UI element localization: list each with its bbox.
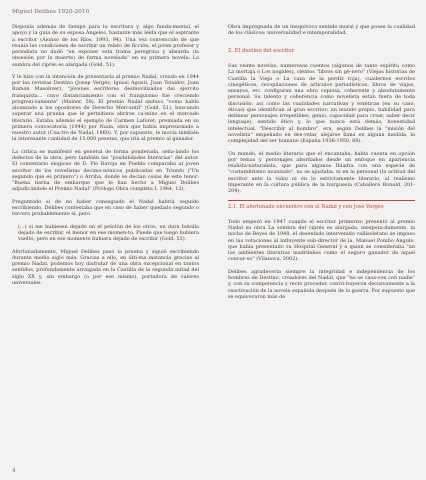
running-head: Miguel Delibes 1920-2010: [12, 9, 90, 15]
paragraph: Todo empezó en 1947 cuando el escritor primerizo presentó al premio Nadal su obra La sombra del ciprés es alargada, inespera-damente, la noche de Reyes de 1948, el desenfado intervenido vallisoletano se impuso en las votaciones al influyente sub-director de la, Manuel Pombo Angulo, que había presentado su Hospital General y a quien se consideraba "un los ambientes literarios madrileños como el seguro ganador de aquel concur-so" (Vilanova, 2002).: [228, 218, 415, 263]
paragraph: Disponía además de tiempo para lo escritura y, algo funda-mental, el apoyo y la guía de su esposa Ángeles, bastante más leída que el aspirante a escritor (Alonso de los Ríos, 1993, 94). Una vez convencido de que reunía las condiciones de escribir un relato de ficción, el joven profesor y periodista no dudó "en exponer esta trama peregrina y absurda (la obsesión por la muerte) de forma novelada" en su primera novela: La sombra del ciprés es alargada (Gold, 51).: [12, 24, 199, 68]
section-heading: 2. El destino del escritor: [228, 47, 295, 54]
block-quote: (...) si me hubiesen dejado en el pelotón de los otros, en dura batalla dejado de escribir, el menor en ese momen-to. Puede que luego hubiera vuelto, pero en ese momento hubiera dejado de escribir (Gold, 53).: [18, 223, 199, 243]
left-column: [12, 24, 199, 292]
paragraph: Y le hizo con la intención de presentarla al premio Nadal, creado en 1944 por las revistas Destino (Josep Vergés, Ignasi Agustí, Juan Teixidor, Juan Ramón Masoliver), "jóvenes escritores desmovilizados del ejército franquista… cuyo distanciamiento con el franquismo fue creciendo progresi-vamente" (Mainer, 58). El premio Nadal anduvo "como habla alcanzado a los opositores de Derecho Mercantil" (Gold, 51), buscando superar una prueba que le permitiera abrirse ca-mino en el mercado literario. Estaba además el ejemplo de Carmen Laforet, premiada en su primera convocatoria (1944) por Nada, obra que había impresionado a nuestro autor (Cua-tro de Nadal, 1960). Y, por supuesto, le movía también la interesante cantidad de 15.000 pesetas, que iría al premio al ganador.: [12, 73, 199, 143]
paragraph: Preguntado si de no haber conseguido el Nadal habría seguido escribiendo, Delibes contestaba que en caso de haber quedado segundo o tercero probablemente sí, pero: [12, 198, 199, 218]
paragraph: Un mundo, el medio literario que el encantaba, habla cuenta en opción por temas y personajes abordados desde un enfoque en apariencia realista-naturalista, que para algunos Íbladra con una especie de "costumbrismo avanzado", no se ajustaba, ni en la personal (la actitud del escritor ante la vida) ni en lo estrictamente literario, al realismo imperante en la cultura pública de la burguesía (Caballero Bonald, 201-204).: [228, 150, 415, 195]
paragraph: Afortunadamente, Miguel Delibes pasó la prueba y siguió escribiendo durante medio siglo más. Gracias a ello, en últi-ma instancia gracias al premio Nadal, podemos hoy disfrutar de una obra excepcional en tantos sentidos, profundamente arraigada en la Castilla de la segunda mitad del siglo XX y, sin embargo (o por ese mismo), portadora de valores universales.: [12, 248, 199, 286]
right-column: [228, 24, 415, 306]
page-number: 4: [12, 468, 16, 474]
paragraph: La crítica se manifestó en general de forma ponderada, seña-lando los defectos de la obra, pero también las "posibilidades literarias" del autor. El comentario elogioso de D. Pío Baroja en Pueblo comparaba al joven escritor de los novelistas decimo-nónicos publicadas en Triunfo ("Un segundo que es primero") o Arriba, donde se decían cosas de este tenor: "Buena tierna de embarque que le han hecho a Miguel Delibes adjudicándole el Premio Nadal" (Prólogo Obra completa I, 1964, 12).: [12, 148, 199, 193]
paragraph: Obra impregnada de un inequívoco sentido moral y que posee la cualidad de los clásicos: universalidad e intemporalidad.: [228, 24, 415, 37]
paragraph: Sus veinte novelas, numerosos cuentos (algunos de tanto espíritu como La mortaja o Los nogales), cientos "libros sin gé-nero" (Viejas historias de Castilla la Vieja o La caza de la perdiz roja), cuadernos escritos cinegéticos, recopilaciones de artículos periodísticos, libros de viajes, ensayos, etc. configuran una obra copiosa, coherente y absolutamente personal. Su talento y coherencia como novelista están fuera de toda discusión: así como las cualidades narrativas y estéticas (en su caso, éticas) que identifican al gran escritor: un mundo propio, habilidad para delinear personajes irrepetibles, genio, capacidad para crear, saber decir lenguaje), sentido ético y, lo que nunca está demás, honestidad intelectual. "Describir al hombre", era, según Delibes la "misión del novelista" empeñado en des-velar, alejarse llana en alguna medida, la complejidad del ser humano (España 1936-1950, 69).: [228, 63, 415, 145]
section-rule: [228, 200, 415, 201]
paragraph: Delibes agradecería siempre la integridad e independencia de los hombres de Destino, creadores del Nadal, que "no se casa-con con nadie" y, con su competencia y recto proceder, contri-buyeron decisivamente a la reactivación de la novela española después de la guerra. Por supuesto que se equivocaron más de: [228, 268, 415, 300]
subsection-heading: 2.1. El afortunado encuentro con el Nadal y con José Vergés: [228, 204, 384, 211]
